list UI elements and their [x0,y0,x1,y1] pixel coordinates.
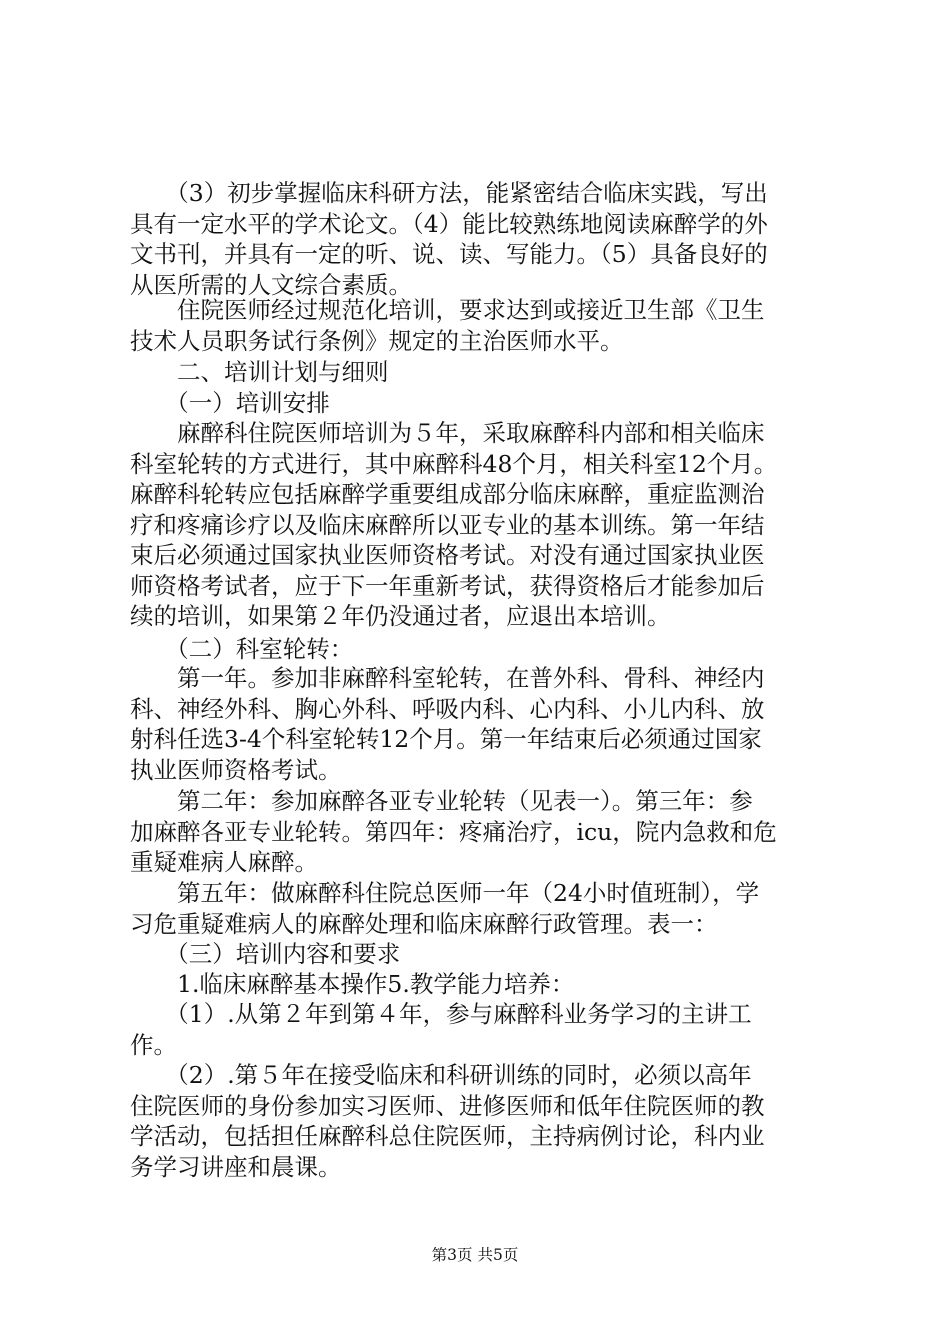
text-line: （1）.从第２年到第４年，参与麻醉科业务学习的主讲工 [130,1000,752,1028]
text-line: （二）科室轮转： [130,635,354,663]
text-line: 二、培训计划与细则 [130,358,389,386]
paragraph [130,939,836,970]
text-line: 束后必须通过国家执业医师资格考试。对没有通过国家执业医 [130,541,765,569]
text-line: 文书刊，并具有一定的听、说、读、写能力。（5）具备良好的 [130,240,768,268]
text-line: （3）初步掌握临床科研方法，能紧密结合临床实践，写出 [130,179,768,207]
text-line: 续的培训，如果第２年仍没通过者，应退出本培训。 [130,602,671,630]
text-line: 住院医师经过规范化培训，要求达到或接近卫生部《卫生 [130,296,765,324]
text-line: 第一年。参加非麻醉科室轮转，在普外科、骨科、神经内 [130,664,765,692]
text-line: （三）培训内容和要求 [130,940,401,968]
text-line: （一）培训安排 [130,389,330,417]
text-line: 射科任选3-4个科室轮转12个月。第一年结束后必须通过国家 [130,725,762,753]
paragraph [130,878,836,939]
text-line: 第五年：做麻醉科住院总医师一年（24小时值班制），学 [130,879,760,907]
paragraph [130,663,836,785]
paragraph [130,357,836,388]
text-line: 学活动，包括担任麻醉科总住院医师，主持病例讨论，科内业 [130,1122,765,1150]
paragraph [130,1060,836,1182]
text-line: 具有一定水平的学术论文。（4）能比较熟练地阅读麻醉学的外 [130,209,768,238]
text-line: 麻醉科轮转应包括麻醉学重要组成部分临床麻醉，重症监测治 [130,480,765,508]
paragraph [130,295,836,356]
paragraph [130,999,836,1060]
text-line: 加麻醉各亚专业轮转。第四年：疼痛治疗，icu，院内急救和危 [130,817,777,846]
paragraph [130,388,836,419]
text-line: 第二年：参加麻醉各亚专业轮转（见表一）。第三年：参 [130,787,753,815]
text-line: 重疑难病人麻醉。 [130,848,318,876]
paragraph [130,178,836,300]
text-line: 作。 [130,1030,177,1059]
text-line: （2）.第５年在接受临床和科研训练的同时，必须以高年 [130,1061,752,1089]
text-line: 科室轮转的方式进行，其中麻醉科48个月，相关科室12个月。 [130,449,778,478]
text-line: 1.临床麻醉基本操作5.教学能力培养： [130,970,575,998]
text-line: 从医所需的人文综合素质。 [130,270,412,299]
text-line: 麻醉科住院医师培训为５年，采取麻醉科内部和相关临床 [130,419,765,447]
page-footer: 第3页 共5页 [431,1246,519,1264]
text-line: 科、神经外科、胸心外科、呼吸内科、心内科、小儿内科、放 [130,694,765,723]
text-line: 疗和疼痛诊疗以及临床麻醉所以亚专业的基本训练。第一年结 [130,510,765,539]
paragraph [130,634,836,665]
paragraph [130,418,836,632]
text-line: 务学习讲座和晨课。 [130,1152,342,1181]
text-line: 技术人员职务试行条例》规定的主治医师水平。 [130,326,624,355]
text-line: 习危重疑难病人的麻醉处理和临床麻醉行政管理。表一： [130,909,718,938]
paragraph [130,786,836,878]
paragraph [130,969,836,1000]
text-line: 住院医师的身份参加实习医师、进修医师和低年住院医师的教 [130,1091,765,1120]
text-line: 师资格考试者，应于下一年重新考试，获得资格后才能参加后 [130,571,765,600]
text-line: 执业医师资格考试。 [130,755,342,784]
